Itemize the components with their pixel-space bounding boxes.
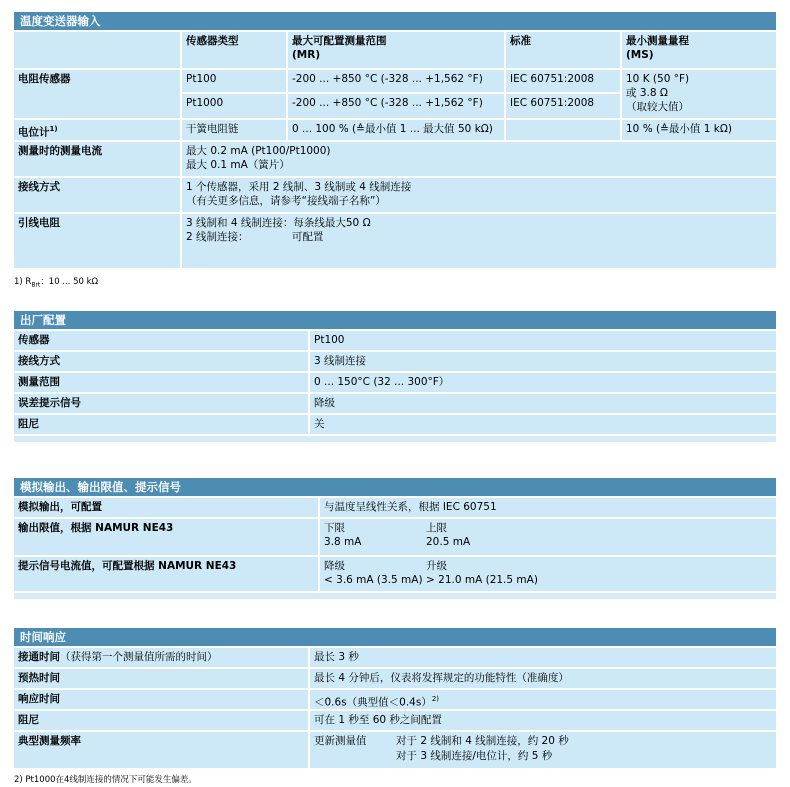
- label-measurement-rate: 典型测量频率: [14, 732, 308, 768]
- footnote-2: 2) Pt1000在4线制连接的情况下可能发生偏差。: [14, 775, 197, 785]
- damping-value: 可在 1 秒至 60 秒之间配置: [310, 711, 776, 730]
- section-title-time-response: 时间响应: [14, 628, 776, 646]
- factory-label-wiring: 接线方式: [14, 352, 308, 371]
- pot-min-span: 10 % (≙最小值 1 kΩ): [622, 120, 776, 140]
- factory-value-damping: 关: [310, 415, 776, 434]
- alarm-down-title: 降级: [324, 560, 345, 572]
- header-standard: 标准: [506, 32, 620, 68]
- section-title-factory-config: 出厂配置: [14, 311, 776, 329]
- alarm-up-title: 升级: [426, 560, 447, 572]
- limit-low-title: 下限: [324, 522, 345, 534]
- factory-label-sensor: 传感器: [14, 331, 308, 350]
- header-sensor-type: 传感器类型: [182, 32, 286, 68]
- label-response-time: 响应时间: [14, 690, 308, 709]
- rtd-standard-1: IEC 60751:2008: [506, 70, 620, 92]
- footnote-1: 1) $R_{Brt}$：10 ... 50 kΩ: [14, 277, 99, 289]
- pot-standard: [506, 120, 620, 140]
- factory-value-sensor: Pt100: [310, 331, 776, 350]
- section-title-analog-output: 模拟输出、输出限值、提示信号: [14, 478, 776, 496]
- alarm-up-value: > 21.0 mA (21.5 mA): [426, 574, 538, 586]
- label-potentiometer: 电位计$^{1)}$: [14, 120, 180, 140]
- warm-up-time-value: 最长 4 分钟后，仪表将发挥规定的功能特性（准确度）: [310, 669, 776, 688]
- label-warm-up-time: 预热时间: [14, 669, 308, 688]
- limit-high-value: 20.5 mA: [426, 536, 471, 548]
- pot-type: 干簧电阻链: [182, 120, 286, 140]
- header-max-range: 最大可配置测量范围 (MR): [288, 32, 504, 68]
- header-min-span: 最小测量量程 (MS): [622, 32, 776, 68]
- alarm-down-value: < 3.6 mA (3.5 mA): [324, 574, 423, 586]
- alarm-current-value: [320, 557, 776, 591]
- wiring-value: 1 个传感器，采用 2 线制、3 线制或 4 线制连接 （有关更多信息，请参考“接线端子名称”）: [182, 178, 776, 212]
- lead-resistance-value: 3 线制和 4 线制连接：每条线最大50 Ω 2 线制连接： 可配置: [182, 214, 776, 268]
- label-measuring-current: 测量时的测量电流: [14, 142, 180, 176]
- measuring-current-value: 最大 0.2 mA (Pt100/Pt1000) 最大 0.1 mA（簧片）: [182, 142, 776, 176]
- label-lead-resistance: 引线电阻: [14, 214, 180, 268]
- factory-value-range: 0 ... 150°C (32 ... 300°F）: [310, 373, 776, 392]
- output-limits-value: [320, 519, 776, 555]
- label-alarm-current: 提示信号电流值，可配置根据 NAMUR NE43: [14, 557, 318, 591]
- factory-value-wiring: 3 线制连接: [310, 352, 776, 371]
- rtd-standard-2: IEC 60751:2008: [506, 94, 620, 118]
- analog-bottom-band: [14, 593, 776, 599]
- limit-high-title: 上限: [426, 522, 447, 534]
- rtd-min-span: 10 K (50 °F) 或 3.8 Ω （取较大值）: [622, 70, 776, 118]
- rtd-type-2: Pt1000: [182, 94, 286, 118]
- factory-value-error-signal: 降级: [310, 394, 776, 413]
- pot-range: 0 ... 100 % (≙最小值 1 ... 最大值 50 kΩ): [288, 120, 504, 140]
- label-output-limits: 输出限值，根据 NAMUR NE43: [14, 519, 318, 555]
- label-analog-output: 模拟输出，可配置: [14, 498, 318, 517]
- power-up-time-value: 最长 3 秒: [310, 648, 776, 667]
- rtd-range-1: -200 ... +850 °C (-328 ... +1,562 °F): [288, 70, 504, 92]
- rate-line-2: 对于 3 线制连接/电位计，约 5 秒: [396, 750, 553, 762]
- limit-low-value: 3.8 mA: [324, 536, 362, 548]
- response-time-value: ＜0.6s（典型值＜0.4s）$^{2)}$: [310, 690, 776, 709]
- factory-label-error-signal: 误差提示信号: [14, 394, 308, 413]
- rate-line-1: 对于 2 线制和 4 线制连接，约 20 秒: [396, 735, 569, 747]
- factory-label-range: 测量范围: [14, 373, 308, 392]
- factory-label-damping: 阻尼: [14, 415, 308, 434]
- header-empty: [14, 32, 180, 68]
- label-wiring: 接线方式: [14, 178, 180, 212]
- measurement-rate-value: [310, 732, 776, 768]
- rtd-range-2: -200 ... +850 °C (-328 ... +1,562 °F): [288, 94, 504, 118]
- rtd-type-1: Pt100: [182, 70, 286, 92]
- label-damping: 阻尼: [14, 711, 308, 730]
- rate-title: 更新测量值: [314, 735, 367, 747]
- label-rtd: 电阻传感器: [14, 70, 180, 118]
- section-title-sensor-input: 温度变送器输入: [14, 12, 776, 30]
- analog-output-value: 与温度呈线性关系，根据 IEC 60751: [320, 498, 776, 517]
- label-power-up-time: 接通时间（获得第一个测量值所需的时间）: [14, 648, 308, 667]
- factory-bottom-band: [14, 436, 776, 442]
